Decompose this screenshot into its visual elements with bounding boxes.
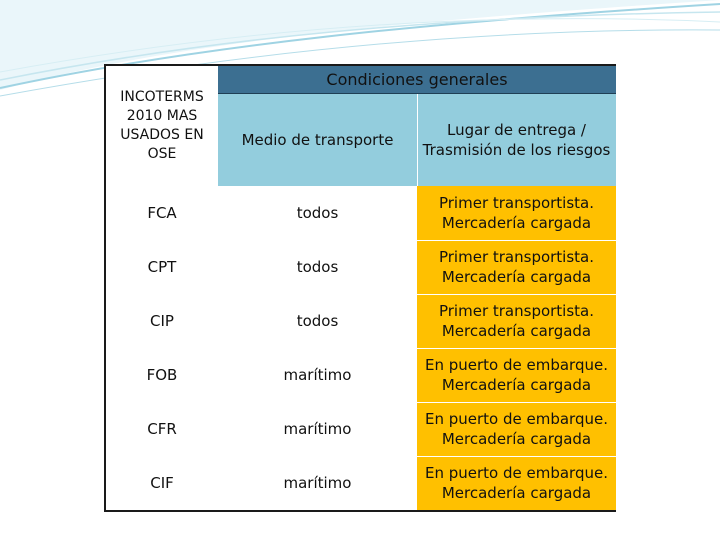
row-divider bbox=[417, 402, 616, 403]
conditions-header: Condiciones generales bbox=[218, 66, 616, 94]
delivery-cell: En puerto de embarque. Mercadería cargada bbox=[417, 348, 616, 402]
incoterm-cell: FCA bbox=[106, 186, 218, 240]
incoterm-cell: FOB bbox=[106, 348, 218, 402]
row-divider bbox=[417, 456, 616, 457]
transport-cell: todos bbox=[218, 240, 417, 294]
incoterm-cell: CIP bbox=[106, 294, 218, 348]
delivery-cell: Primer transportista. Mercadería cargada bbox=[417, 294, 616, 348]
delivery-header: Lugar de entrega / Trasmisión de los riesgos bbox=[417, 94, 616, 186]
incoterm-cell: CPT bbox=[106, 240, 218, 294]
incoterms-table bbox=[104, 64, 616, 512]
incoterm-cell: CFR bbox=[106, 402, 218, 456]
delivery-cell: En puerto de embarque. Mercadería cargada bbox=[417, 456, 616, 510]
row-divider bbox=[417, 348, 616, 349]
row-divider bbox=[417, 240, 616, 241]
delivery-cell: En puerto de embarque. Mercadería cargada bbox=[417, 402, 616, 456]
delivery-cell: Primer transportista. Mercadería cargada bbox=[417, 240, 616, 294]
row-divider bbox=[417, 294, 616, 295]
transport-cell: marítimo bbox=[218, 402, 417, 456]
transport-cell: todos bbox=[218, 186, 417, 240]
transport-cell: todos bbox=[218, 294, 417, 348]
incoterms-header: INCOTERMS 2010 MAS USADOS EN OSE bbox=[106, 66, 218, 186]
delivery-cell: Primer transportista. Mercadería cargada bbox=[417, 186, 616, 240]
transport-header: Medio de transporte bbox=[218, 94, 417, 186]
incoterm-cell: CIF bbox=[106, 456, 218, 510]
transport-cell: marítimo bbox=[218, 348, 417, 402]
transport-cell: marítimo bbox=[218, 456, 417, 510]
